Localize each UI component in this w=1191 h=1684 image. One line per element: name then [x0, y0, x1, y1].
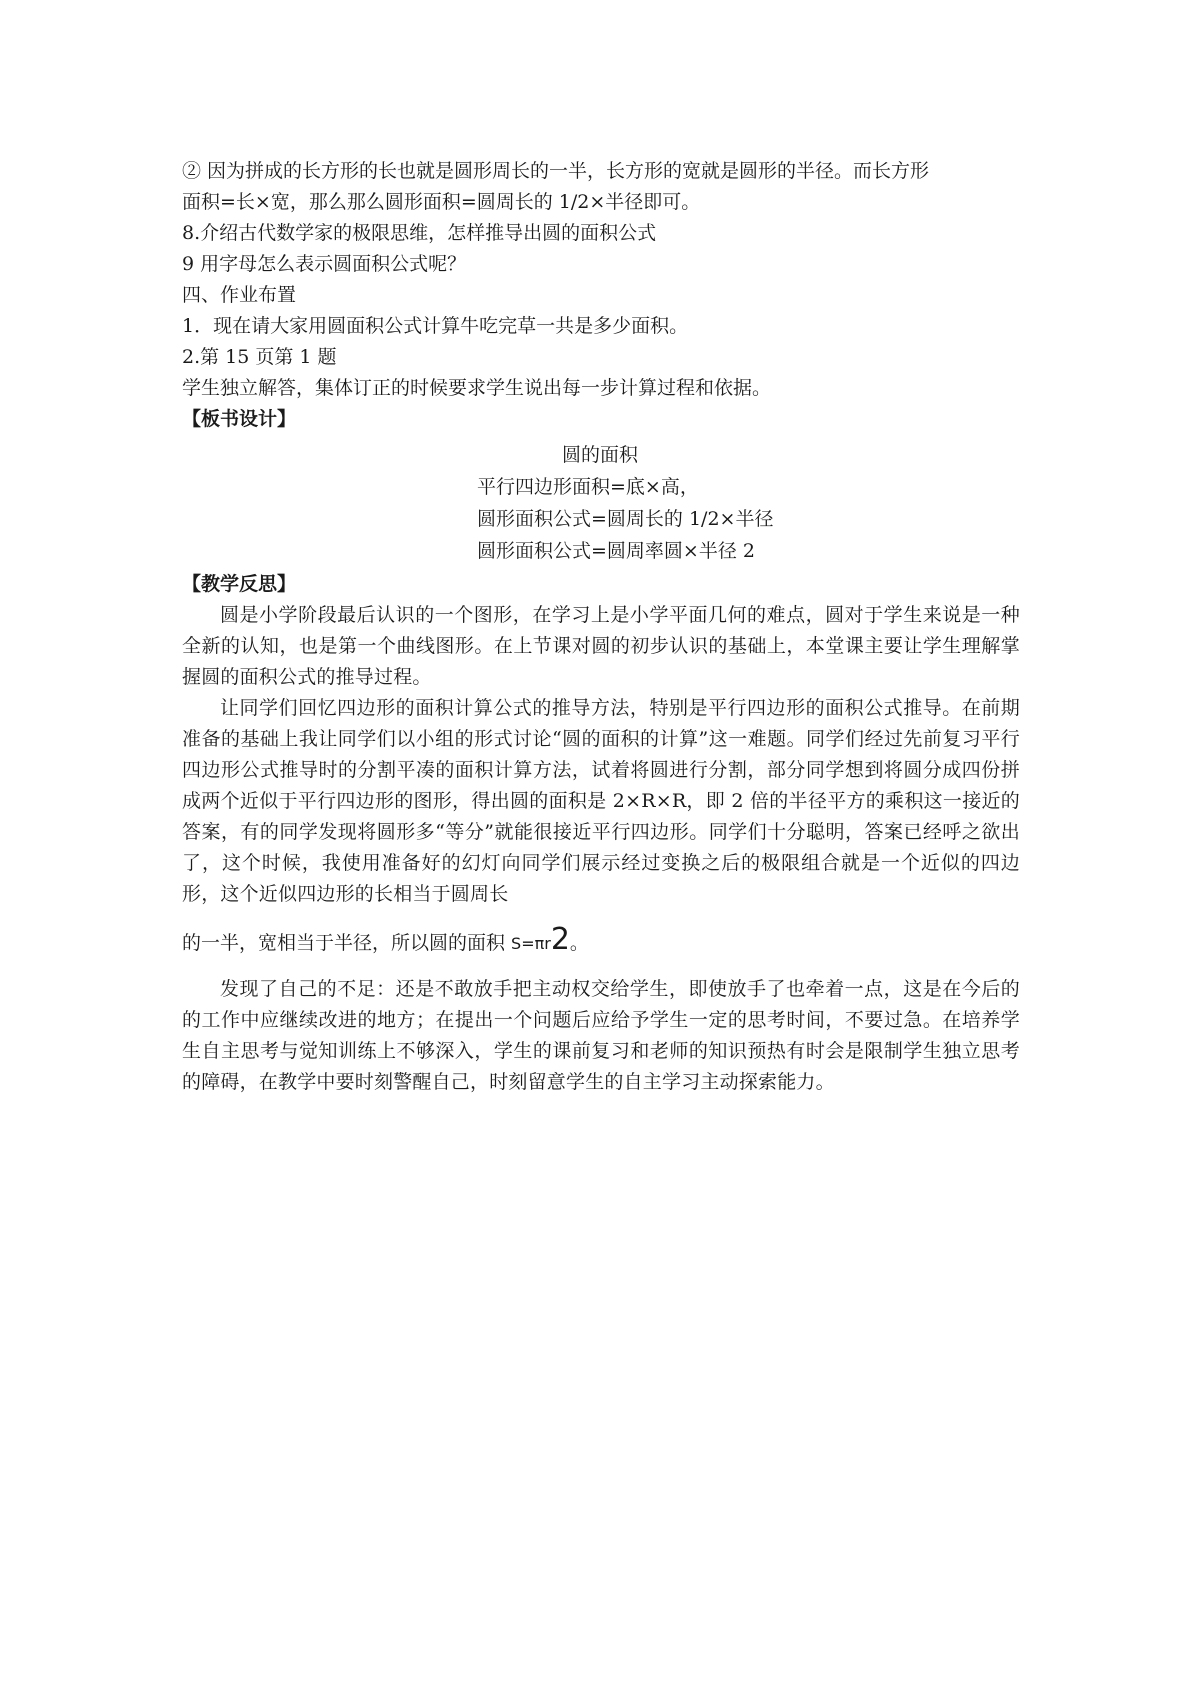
text-line: 面积=长×宽，那么那么圆形面积=圆周长的 1/2×半径即可。	[182, 191, 701, 213]
teaching-reflection-heading: 【教学反思】	[182, 573, 297, 595]
board-line: 平行四边形面积=底×高，	[477, 476, 699, 498]
text-line: ② 因为拼成的长方形的长也就是圆形周长的一半，长方形的宽就是圆形的半径。而长方形	[182, 160, 930, 182]
reflection-paragraph-1: 圆是小学阶段最后认识的一个图形，在学习上是小学平面几何的难点，圆对于学生来说是一种全新的认知，也是第一个曲线图形。在上节课对圆的初步认识的基础上，本堂课主要让学生理解掌握圆的面积公式的推导过程。	[182, 604, 1020, 688]
reflection-paragraph-2-end	[182, 918, 1020, 966]
text-line: 2.第 15 页第 1 题	[182, 346, 337, 368]
reflection-paragraph-3: 发现了自己的不足：还是不敢放手把主动权交给学生，即使放手了也牵着一点，这是在今后的的工作中应继续改进的地方；在提出一个问题后应给予学生一定的思考时间，不要过急。在培养学生自主思考与觉知训练上不够深入，学生的课前复习和老师的知识预热有时会是限制学生独立思考的障碍，在教学中要时刻警醒自己，时刻留意学生的自主学习主动探索能力。	[182, 978, 1020, 1093]
formula-suffix: 。	[569, 932, 589, 954]
text-line: 1．现在请大家用圆面积公式计算牛吃完草一共是多少面积。	[182, 315, 689, 337]
formula-prefix: 的一半，宽相当于半径，所以圆的面积	[182, 932, 512, 954]
board-line: 圆形面积公式=圆周长的 1/2×半径	[477, 508, 774, 530]
board-design-heading: 【板书设计】	[182, 408, 297, 430]
area-formula: S=πr	[511, 934, 551, 953]
section-heading-homework: 四、作业布置	[182, 284, 297, 306]
text-line: 8.介绍古代数学家的极限思维，怎样推导出圆的面积公式	[182, 222, 657, 244]
board-title: 圆的面积	[562, 444, 639, 466]
board-line: 圆形面积公式=圆周率圆×半径 2	[477, 540, 755, 562]
text-line: 9 用字母怎么表示圆面积公式呢？	[182, 253, 467, 275]
document-page	[182, 156, 1020, 1098]
reflection-paragraph-2: 让同学们回忆四边形的面积计算公式的推导方法，特别是平行四边形的面积公式推导。在前期准备的基础上我让同学们以小组的形式讨论“圆的面积的计算”这一难题。同学们经过先前复习平行四边形公式推导时的分割平凑的面积计算方法，试着将圆进行分割，部分同学想到将圆分成四份拼成两个近似于平行四边形的图形，得出圆的面积是 2×R×R，即 2 倍的半径平方的乘积这一接近的答案，有的同学发现将圆形多“等分”就能很接近平行四边形。同学们十分聪明，答案已经呼之欲出了，这个时候，我使用准备好的幻灯向同学们展示经过变换之后的极限组合就是一个近似的四边形，这个近似四边形的长相当于圆周长	[182, 697, 1020, 905]
formula-exponent: 2	[550, 922, 570, 957]
board-design	[182, 439, 1020, 567]
text-line: 学生独立解答，集体订正的时候要求学生说出每一步计算过程和依据。	[182, 377, 772, 399]
